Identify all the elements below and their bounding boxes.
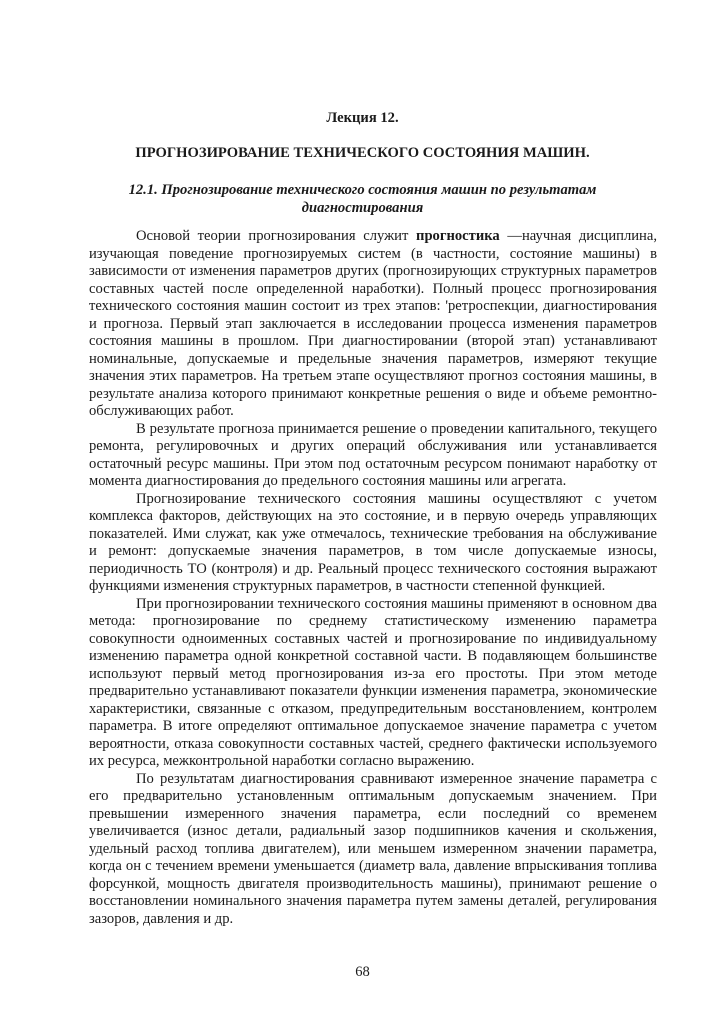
paragraph-2 — [89, 421, 657, 491]
text-line: метода: прогнозирование по среднему статистическому изменению параметра — [89, 613, 657, 629]
text-line: В результате прогноза принимается решение о проведении капитального, текущего — [136, 420, 657, 437]
section-heading-line-2: диагностирования — [301, 200, 424, 216]
text-line: зависимости от изменения параметров других (прогнозирующих структурных параметров — [89, 263, 657, 279]
body-text — [89, 228, 657, 928]
text-line: показателей. Ими служат, как уже отмечалось, технические требования на обслуживание — [89, 525, 657, 542]
text-line: предварительно устанавливают показатели функции изменения параметра, экономические — [89, 683, 657, 699]
text-line: зазоров, давления и др. — [89, 910, 234, 927]
text-line: функциями изменения структурных параметров, в частности степенной функцией. — [89, 578, 606, 594]
paragraph-4 — [89, 596, 657, 771]
text-line: увеличивается (износ детали, радиальный зазор подшипников качения и скольжения, — [89, 823, 657, 839]
text-line: При прогнозировании технического состояния машины применяют в основном два — [136, 595, 657, 612]
text-line: ремонта, регулировочных и других операций обслуживания или устанавливается — [89, 438, 657, 454]
text-line: и ремонт: допускаемые значения параметров, в том числе допускаемые износы, — [89, 543, 657, 559]
text-line: используют первый метод прогнозирования из-за его простоты. При этом методе — [89, 665, 657, 682]
text-line: изучающая поведение прогнозируемых систем (в частности, состояние машины) в — [89, 245, 657, 262]
text-line: превышении измеренного значения параметра, если последний со временем — [89, 805, 657, 822]
text-line: Основой теории прогнозирования служит прогностика —научная дисциплина, — [136, 228, 657, 244]
lecture-title: ПРОГНОЗИРОВАНИЕ ТЕХНИЧЕСКОГО СОСТОЯНИЯ МАШИН. — [135, 145, 590, 161]
page-number: 68 — [355, 964, 370, 980]
text-line: Прогнозирование технического состояния машины осуществляют с учетом — [136, 490, 657, 507]
text-line: технического состояния машин состоит из трех этапов: 'ретроспекции, диагностирования — [89, 298, 657, 314]
text-line: и прогноза. Первый этап заключается в исследовании процесса изменения параметров — [89, 315, 657, 332]
text-line: обслуживающих работ. — [89, 403, 234, 419]
paragraph-3 — [89, 491, 657, 596]
section-heading-line-1: 12.1. Прогнозирование технического состояния машин по результатам — [128, 182, 597, 198]
section-heading — [0, 181, 725, 217]
text-line: состояния машины в прошлом. При диагностировании (второй этап) устанавливают — [89, 333, 657, 349]
text-line: момента диагностирования до предельного состояния машины или агрегата. — [89, 473, 567, 489]
text-line: периодичность ТО (контроля) и др. Реальный процесс технического состояния выражают — [89, 560, 657, 577]
text-line: их ресурса, межконтрольной наработки согласно выражению. — [89, 753, 475, 769]
text-line: номинальные, допускаемые и предельные значения параметров, измеряют текущие — [89, 350, 657, 367]
text-line: восстановлении номинального значения параметра путем замены деталей, регулирования — [89, 893, 657, 909]
text-line: когда он с течением времени уменьшается (диаметр вала, давление впрыскивания топлива — [89, 858, 657, 874]
text-line: удельный расход топлива двигателем), или меньшем измеренном значении параметра, — [89, 840, 657, 857]
lecture-number: Лекция 12. — [326, 110, 399, 126]
text-line: совокупности одноименных составных частей и прогнозирование по индивидуальному — [89, 630, 657, 647]
term-bold: прогностика — [416, 228, 500, 244]
text-line: вероятности, отказа совокупности составных частей, среднего фактически используемого — [89, 735, 657, 752]
text-line: его предварительно установленным оптимальным допускаемым значением. При — [89, 788, 657, 804]
text-line: остаточный ресурс машины. При этом под остаточным ресурсом понимают наработку от — [89, 455, 657, 472]
text-line: изменению параметра одной конкретной составной части. В подавляющем большинстве — [89, 648, 657, 664]
text-line: параметра. В итоге определяют оптимальное допускаемое значение параметра с учетом — [89, 718, 657, 734]
text-line: комплекса факторов, действующих на это состояние, и в первую очередь управляющих — [89, 508, 657, 524]
text-line: результате анализа которого принимают конкретные решения о виде и объеме ремонтно- — [89, 385, 657, 402]
text-line: значения этих параметров. На третьем этапе осуществляют прогноз состояния машины, в — [89, 368, 657, 384]
text-line: форсункой, мощность двигателя производительность машины), принимают решение о — [89, 875, 657, 892]
text-line: характеристики, связанные с отказом, предупредительным восстановлением, контролем — [89, 700, 657, 717]
text-line: составных частей после определенной наработки). Полный процесс прогнозирования — [89, 280, 657, 297]
paragraph-5 — [89, 771, 657, 929]
paragraph-1 — [89, 228, 657, 421]
text-line: По результатам диагностирования сравнивают измеренное значение параметра с — [136, 770, 657, 787]
